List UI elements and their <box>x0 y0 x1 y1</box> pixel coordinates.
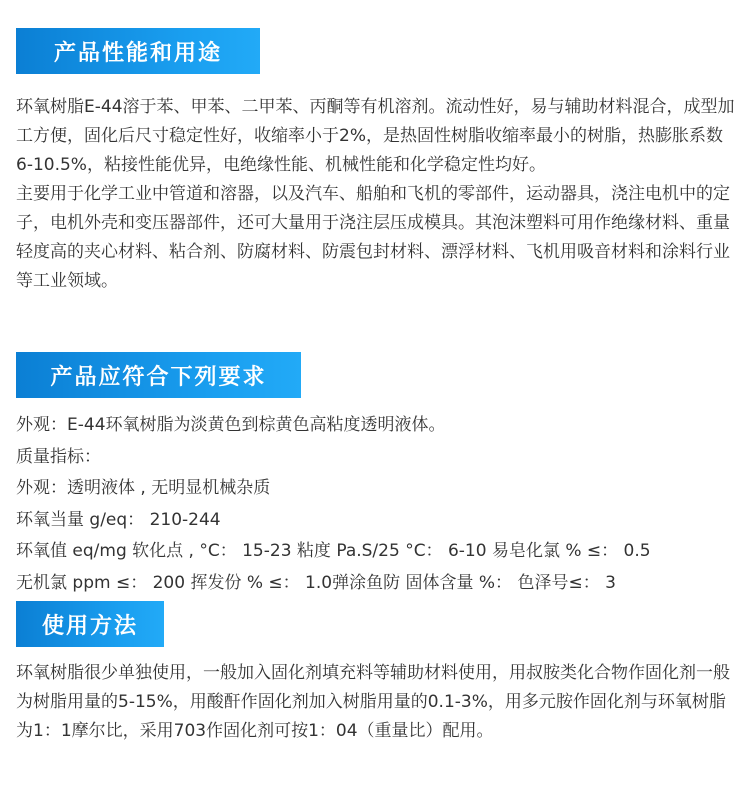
requirement-line: 外观：透明液体 , 无明显机械杂质 <box>16 478 271 498</box>
requirement-line: 无机氯 ppm ≤： 200 挥发份 % ≤： 1.0弹涂鱼防 固体含量 %： 色泽号≤： 3 <box>16 572 616 593</box>
requirement-line: 外观：E-44环氧树脂为淡黄色到棕黄色高粘度透明液体。 <box>16 415 446 435</box>
requirement-line: 环氧当量 g/eq： 210-244 <box>16 509 221 530</box>
requirements-text <box>16 410 738 599</box>
requirement-line: 环氧值 eq/mg 软化点 , °C： 15-23 粘度 Pa.S/25 °C： 6-10 易皂化氯 % ≤： 0.5 <box>16 541 651 561</box>
section-header-performance <box>16 28 260 74</box>
section-title: 产品应符合下列要求 <box>50 364 267 390</box>
usage-text <box>16 659 738 746</box>
section-title: 使用方法 <box>41 613 138 639</box>
paragraph: 环氧树脂E-44溶于苯、甲苯、二甲苯、丙酮等有机溶剂。流动性好，易与辅助材料混合，成型加工方便，固化后尺寸稳定性好，收缩率小于2%，是热固性树脂收缩率最小的树脂，热膨胀系数6-10.5%，粘接性能优异，电绝缘性能、机械性能和化学稳定性均好。 <box>16 97 735 175</box>
performance-text <box>16 93 738 296</box>
section-header-requirements <box>16 352 301 398</box>
section-title: 产品性能和用途 <box>53 40 222 66</box>
section-header-usage <box>16 601 164 647</box>
paragraph: 环氧树脂很少单独使用，一般加入固化剂填充料等辅助材料使用，用叔胺类化合物作固化剂一般为树脂用量的5-15%，用酸酐作固化剂加入树脂用量的0.1-3%，用多元胺作固化剂与环氧树脂为1：1摩尔比，采用703作固化剂可按1：04（重量比）配用。 <box>16 663 730 741</box>
requirement-line: 质量指标： <box>16 446 101 467</box>
paragraph: 主要用于化学工业中管道和溶器，以及汽车、船舶和飞机的零部件，运动器具，浇注电机中的定子，电机外壳和变压器部件，还可大量用于浇注层压成模具。其泡沫塑料可用作绝缘材料、重量轻度高的夹心材料、粘合剂、防腐材料、防震包封材料、漂浮材料、飞机用吸音材料和涂料行业等工业领域。 <box>16 184 730 291</box>
